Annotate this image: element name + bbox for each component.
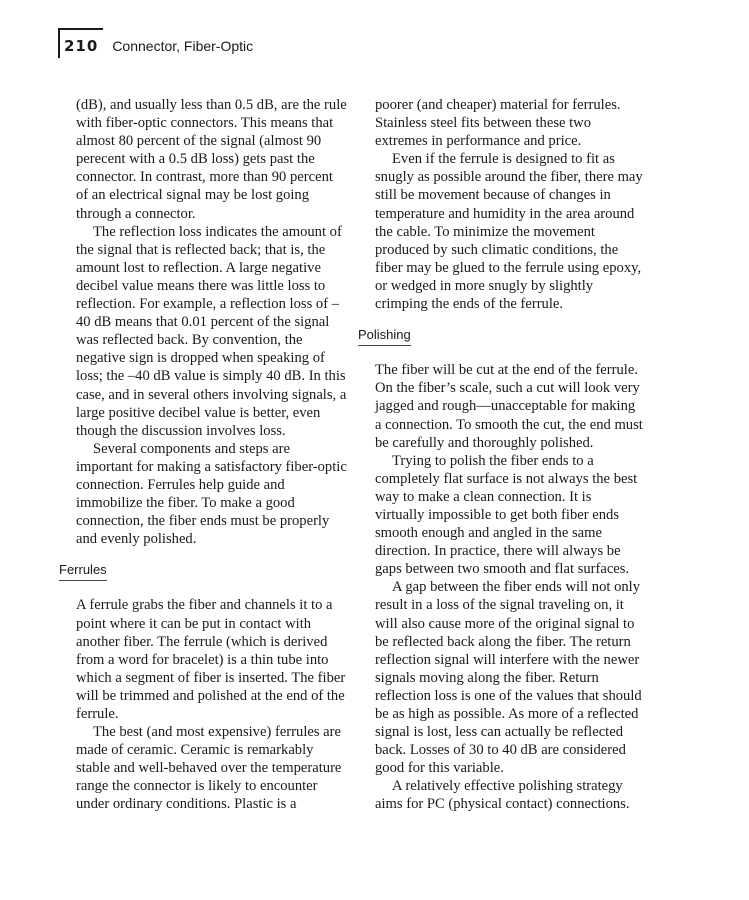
paragraph: Several components and steps are important for making a satisfactory fiber-optic connection. Ferrules help guide and immobilize the fiber. To make a good connection, the fiber ends must be properly and evenly polished. (76, 440, 347, 548)
section-heading-ferrules: Ferrules (59, 561, 107, 581)
paragraph: Trying to polish the fiber ends to a completely flat surface is not always the best way to make a clean connection. It is virtually impossible to get both fiber ends smooth enough and angled in the same direction. In practice, there will always be gaps between two smooth and flat surfaces. (375, 452, 638, 578)
paragraph: A ferrule grabs the fiber and channels it to a point where it can be put in contact with another fiber. The ferrule (which is derived from a word for bracelet) is a thin tube into which a segment of fiber is inserted. The fiber will be trimmed and polished at the end of the ferrule. (76, 597, 346, 722)
page-number: 210 (64, 37, 99, 55)
right-column (358, 96, 643, 814)
paragraph: Even if the ferrule is designed to fit as snugly as possible around the fiber, there may still be movement because of changes in temperature and humidity in the area around the cable. To minimize the movement produced by such climatic conditions, the fiber may be glued to the ferrule using epoxy, or wedged in more snugly by slightly crimping the ends of the ferrule. (375, 151, 643, 313)
paragraph: A gap between the fiber ends will not only result in a loss of the signal traveling on, it will also cause more of the original signal to be reflected back along the fiber. The return reflection signal will interfere with the newer signals moving along the fiber. Return reflection loss is one of the values that should be as high as possible. As more of a reflected signal is lost, less can actually be reflected back. Losses of 30 to 40 dB are considered good for this variable. (375, 579, 642, 777)
paragraph: A relatively effective polishing strategy aims for PC (physical contact) connections. (375, 778, 630, 813)
paragraph: The fiber will be cut at the end of the ferrule. On the fiber’s scale, such a cut will look very jagged and rough—unacceptable for making a connection. To smooth the cut, the end must be carefully and thoroughly polished. (375, 362, 643, 451)
paragraph: The reflection loss indicates the amount of the signal that is reflected back; that is, the amount lost to reflection. A large negative decibel value means there was little loss to reflection. For example, a reflection loss of –40 dB means that 0.01 percent of the signal was reflected back. By convention, the negative sign is dropped when speaking of loss; the –40 dB value is simply 40 dB. In this case, and in several others involving signals, a large positive decibel value is better, even though the discussion involves loss. (76, 223, 347, 439)
running-title: Connector, Fiber-Optic (112, 38, 254, 54)
left-column (59, 96, 348, 814)
paragraph: The best (and most expensive) ferrules are made of ceramic. Ceramic is remarkably stable and well-behaved over the temperature range the connector is likely to encounter under ordinary conditions. Plastic is a (76, 724, 342, 813)
page-header (58, 28, 253, 58)
section-heading-polishing: Polishing (358, 326, 411, 346)
paragraph: (dB), and usually less than 0.5 dB, are the rule with fiber-optic connectors. This means that almost 80 percent of the signal (almost 90 perecent with a 0.5 dB loss) gets past the connector. In contrast, more than 90 percent of an electrical signal may be lost going through a connector. (76, 97, 347, 222)
paragraph: poorer (and cheaper) material for ferrules. Stainless steel fits between these two extremes in performance and price. (375, 97, 621, 150)
